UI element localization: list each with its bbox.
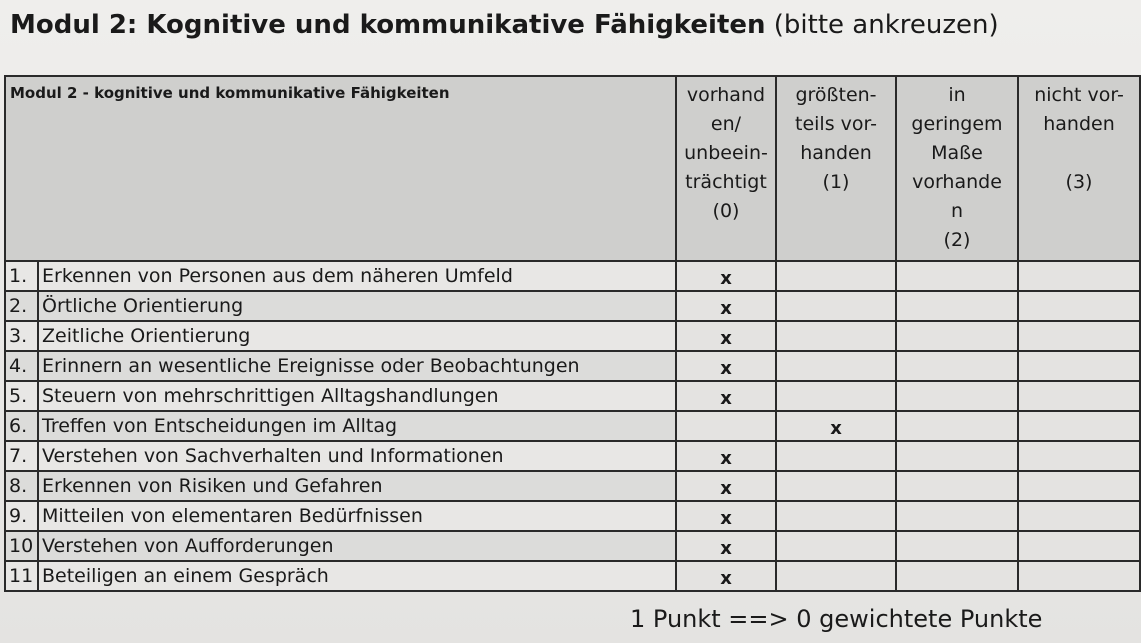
rating-cell[interactable] — [676, 411, 776, 441]
column-header-line: (0) — [712, 200, 740, 222]
assessment-table — [4, 75, 1141, 592]
column-header-line: (3) — [1065, 171, 1093, 193]
row-criterion: Erkennen von Risiken und Gefahren — [38, 471, 676, 501]
column-header-line: vorhande — [912, 171, 1002, 193]
column-header-line: unbeein- — [684, 142, 768, 164]
rating-cell[interactable] — [776, 471, 896, 501]
rating-cell[interactable] — [1018, 351, 1140, 381]
row-criterion: Beteiligen an einem Gespräch — [38, 561, 676, 591]
table-row — [5, 321, 1140, 351]
rating-cell[interactable] — [896, 291, 1018, 321]
table-row — [5, 291, 1140, 321]
column-header-line: nicht vor- — [1034, 84, 1124, 106]
column-header-nicht-vorhanden — [1018, 76, 1140, 261]
rating-cell[interactable] — [896, 321, 1018, 351]
table-row — [5, 411, 1140, 441]
rating-cell[interactable]: x — [676, 561, 776, 591]
rating-cell[interactable] — [776, 531, 896, 561]
column-header-line: (1) — [822, 171, 850, 193]
column-header-line: teils vor- — [795, 113, 877, 135]
row-criterion: Örtliche Orientierung — [38, 291, 676, 321]
rating-cell[interactable]: x — [676, 471, 776, 501]
rating-cell[interactable] — [1018, 561, 1140, 591]
module-instruction: (bitte ankreuzen) — [773, 10, 999, 40]
rating-cell[interactable] — [1018, 471, 1140, 501]
row-number: 9. — [5, 501, 38, 531]
rating-cell[interactable] — [776, 351, 896, 381]
rating-cell[interactable] — [1018, 531, 1140, 561]
column-header-line: (2) — [943, 229, 971, 251]
rating-cell[interactable] — [776, 561, 896, 591]
column-header-line: vorhand — [686, 84, 766, 106]
rating-cell[interactable] — [1018, 381, 1140, 411]
table-row — [5, 351, 1140, 381]
column-header-line: geringem — [911, 113, 1003, 135]
rating-cell[interactable] — [896, 261, 1018, 291]
rating-cell[interactable] — [1018, 321, 1140, 351]
column-header-gering — [896, 76, 1018, 261]
column-header-line: in — [948, 84, 966, 106]
row-criterion: Verstehen von Sachverhalten und Informationen — [38, 441, 676, 471]
rating-cell[interactable] — [896, 471, 1018, 501]
table-row — [5, 501, 1140, 531]
table-row — [5, 441, 1140, 471]
row-criterion: Verstehen von Aufforderungen — [38, 531, 676, 561]
rating-cell[interactable]: x — [676, 531, 776, 561]
row-number: 1. — [5, 261, 38, 291]
rating-cell[interactable] — [896, 381, 1018, 411]
criterion-column-header: Modul 2 - kognitive und kommunikative Fähigkeiten — [5, 76, 676, 261]
rating-cell[interactable]: x — [676, 501, 776, 531]
row-number: 2. — [5, 291, 38, 321]
module-title: Modul 2: Kognitive und kommunikative Fähigkeiten — [10, 10, 766, 40]
table-row — [5, 381, 1140, 411]
rating-cell[interactable]: x — [676, 321, 776, 351]
rating-cell[interactable]: x — [676, 441, 776, 471]
rating-cell[interactable] — [776, 441, 896, 471]
rating-cell[interactable] — [896, 561, 1018, 591]
row-number: 7. — [5, 441, 38, 471]
column-header-groesstenteils — [776, 76, 896, 261]
rating-cell[interactable] — [896, 501, 1018, 531]
rating-cell[interactable]: x — [676, 291, 776, 321]
row-number: 6. — [5, 411, 38, 441]
criteria-rows — [5, 261, 1140, 591]
rating-cell[interactable] — [1018, 411, 1140, 441]
rating-cell[interactable] — [896, 441, 1018, 471]
row-number: 10 — [5, 531, 38, 561]
rating-cell[interactable] — [1018, 261, 1140, 291]
rating-cell[interactable]: x — [676, 381, 776, 411]
rating-cell[interactable] — [896, 531, 1018, 561]
rating-cell[interactable] — [776, 291, 896, 321]
rating-cell[interactable] — [776, 381, 896, 411]
rating-cell[interactable] — [896, 351, 1018, 381]
table-row — [5, 261, 1140, 291]
column-header-line: größten- — [795, 84, 877, 106]
rating-cell[interactable]: x — [676, 351, 776, 381]
row-number: 3. — [5, 321, 38, 351]
column-header-line: handen — [1043, 113, 1115, 135]
column-header-line: handen — [800, 142, 872, 164]
rating-cell[interactable] — [896, 411, 1018, 441]
column-header-line: n — [950, 200, 964, 222]
row-number: 11 — [5, 561, 38, 591]
table-header-row — [5, 76, 1140, 261]
rating-cell[interactable] — [776, 261, 896, 291]
rating-cell[interactable] — [1018, 501, 1140, 531]
column-header-vorhanden — [676, 76, 776, 261]
table-row — [5, 471, 1140, 501]
rating-cell[interactable] — [776, 321, 896, 351]
row-criterion: Mitteilen von elementaren Bedürfnissen — [38, 501, 676, 531]
column-header-line: en/ — [710, 113, 742, 135]
row-criterion: Erkennen von Personen aus dem näheren Umfeld — [38, 261, 676, 291]
row-number: 4. — [5, 351, 38, 381]
row-number: 8. — [5, 471, 38, 501]
row-criterion: Zeitliche Orientierung — [38, 321, 676, 351]
table-row — [5, 531, 1140, 561]
row-criterion: Erinnern an wesentliche Ereignisse oder Beobachtungen — [38, 351, 676, 381]
column-header-line: Maße — [931, 142, 983, 164]
score-result: 1 Punkt ==> 0 gewichtete Punkte — [630, 605, 1043, 633]
column-header-line: trächtigt — [685, 171, 767, 193]
rating-cell[interactable] — [776, 501, 896, 531]
rating-cell[interactable]: x — [776, 411, 896, 441]
row-criterion: Treffen von Entscheidungen im Alltag — [38, 411, 676, 441]
column-header-line — [1019, 139, 1139, 168]
row-criterion: Steuern von mehrschrittigen Alltagshandlungen — [38, 381, 676, 411]
rating-cell[interactable] — [1018, 291, 1140, 321]
row-number: 5. — [5, 381, 38, 411]
table-row — [5, 561, 1140, 591]
rating-cell[interactable] — [1018, 441, 1140, 471]
rating-cell[interactable]: x — [676, 261, 776, 291]
module-heading — [10, 10, 999, 40]
